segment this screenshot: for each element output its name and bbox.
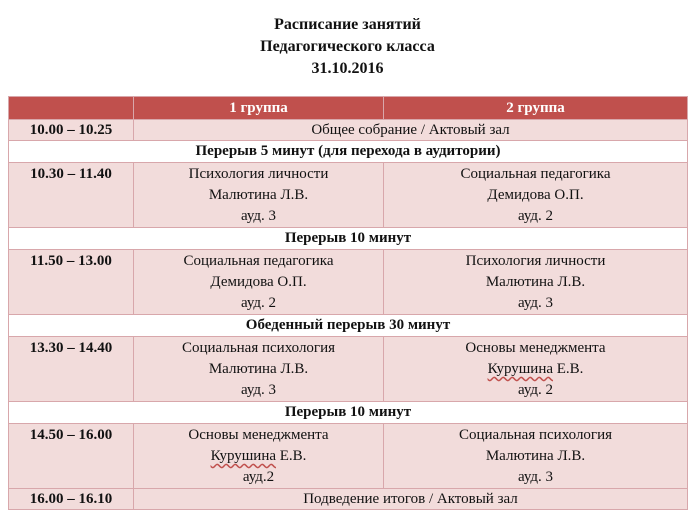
- teacher: Малютина Л.В.: [208, 187, 309, 203]
- teacher-initials: Е.В.: [553, 361, 584, 377]
- room: ауд. 2: [517, 382, 554, 398]
- room: ауд. 3: [517, 469, 554, 485]
- subject: Социальная психология: [458, 427, 613, 443]
- subject: Психология личности: [188, 166, 329, 182]
- table-row: [9, 250, 688, 315]
- subject: Психология личности: [465, 253, 606, 269]
- lesson-cell-group-2: [384, 424, 688, 489]
- break-cell: Обеденный перерыв 30 минут: [9, 315, 688, 337]
- teacher: [388, 359, 683, 380]
- break-cell: Перерыв 10 минут: [9, 228, 688, 250]
- lesson-cell-group-1: [134, 250, 384, 315]
- time-cell: 13.30 – 14.40: [9, 337, 134, 402]
- teacher-surname-spellcheck: Курушина: [210, 448, 277, 464]
- merged-event-cell: Общее собрание / Актовый зал: [134, 120, 688, 141]
- break-row: [9, 228, 688, 250]
- subject: Социальная педагогика: [183, 253, 334, 269]
- teacher: [138, 446, 379, 467]
- table-row: [9, 163, 688, 228]
- break-cell: Перерыв 10 минут: [9, 402, 688, 424]
- table-row: [9, 424, 688, 489]
- teacher: Демидова О.П.: [210, 274, 307, 290]
- title-date: 31.10.2016: [311, 60, 384, 77]
- teacher: Малютина Л.В.: [485, 448, 586, 464]
- break-row: [9, 402, 688, 424]
- teacher: Малютина Л.В.: [208, 361, 309, 377]
- teacher-initials: Е.В.: [276, 448, 307, 464]
- lesson-cell-group-2: [384, 337, 688, 402]
- room: ауд. 2: [240, 295, 277, 311]
- room: ауд. 3: [240, 382, 277, 398]
- teacher-surname-spellcheck: Курушина: [487, 361, 554, 377]
- subject: Основы менеджмента: [188, 427, 329, 443]
- time-cell: 14.50 – 16.00: [9, 424, 134, 489]
- lesson-cell-group-1: [134, 337, 384, 402]
- break-row: [9, 315, 688, 337]
- room: ауд.2: [242, 469, 275, 485]
- teacher: Демидова О.П.: [487, 187, 584, 203]
- schedule-table: [8, 96, 688, 510]
- lesson-cell-group-1: [134, 424, 384, 489]
- time-cell: 10.30 – 11.40: [9, 163, 134, 228]
- subject: Социальная педагогика: [460, 166, 611, 182]
- header-group-1: 1 группа: [134, 97, 384, 120]
- time-cell: 11.50 – 13.00: [9, 250, 134, 315]
- lesson-cell-group-1: [134, 163, 384, 228]
- room: ауд. 3: [517, 295, 554, 311]
- table-row: [9, 120, 688, 141]
- table-header-row: [9, 97, 688, 120]
- title-line-2: Педагогического класса: [260, 38, 435, 55]
- room: ауд. 3: [240, 208, 277, 224]
- header-empty-cell: [9, 97, 134, 120]
- merged-event-cell: Подведение итогов / Актовый зал: [134, 489, 688, 510]
- time-cell: 16.00 – 16.10: [9, 489, 134, 510]
- subject: Социальная психология: [181, 340, 336, 356]
- title-line-1: Расписание занятий: [274, 16, 421, 33]
- time-cell: 10.00 – 10.25: [9, 120, 134, 141]
- room: ауд. 2: [517, 208, 554, 224]
- subject: Основы менеджмента: [465, 340, 606, 356]
- table-row: [9, 489, 688, 510]
- header-group-2: 2 группа: [384, 97, 688, 120]
- table-row: [9, 337, 688, 402]
- break-cell: Перерыв 5 минут (для перехода в аудитории): [9, 141, 688, 163]
- break-row: [9, 141, 688, 163]
- lesson-cell-group-2: [384, 163, 688, 228]
- document-header: [0, 0, 695, 80]
- teacher: Малютина Л.В.: [485, 274, 586, 290]
- lesson-cell-group-2: [384, 250, 688, 315]
